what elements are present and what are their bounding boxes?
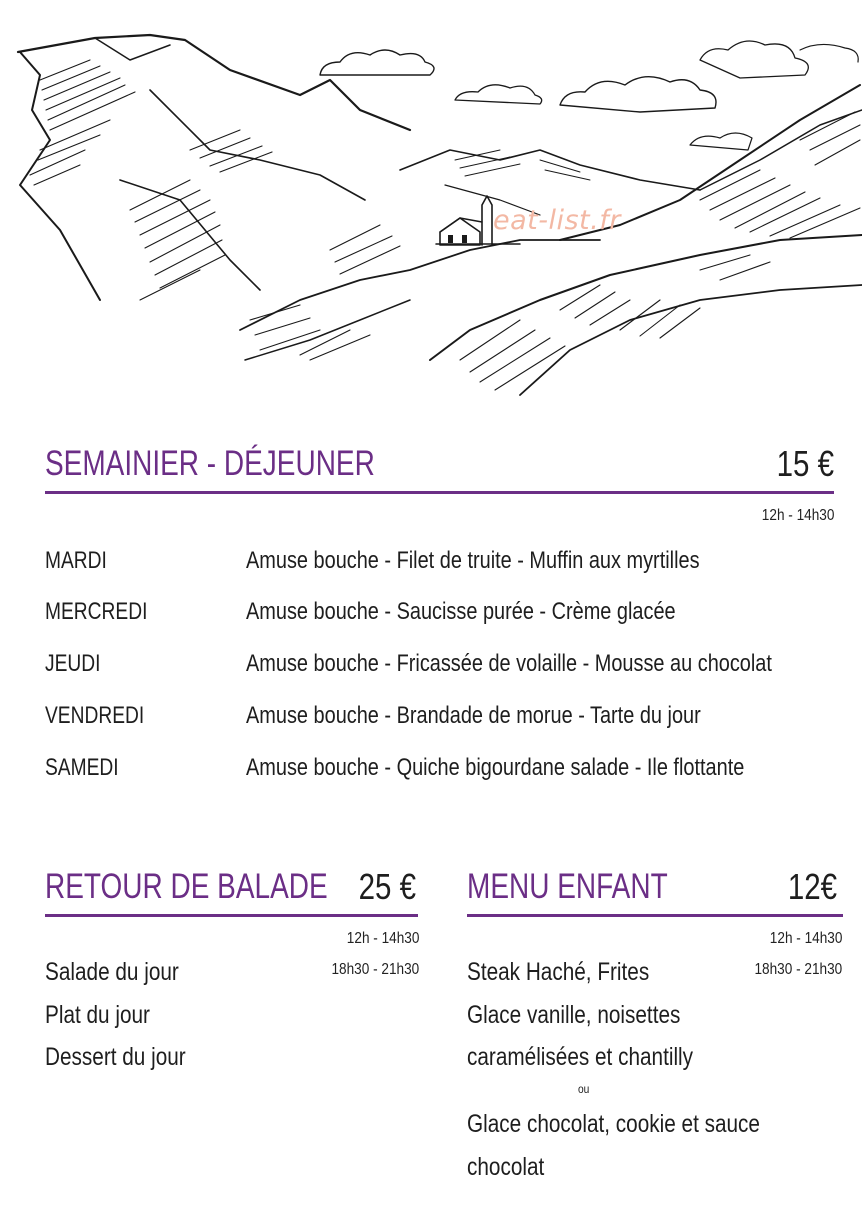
dish-jeudi: Amuse bouche - Fricassée de volaille - Mousse au chocolat bbox=[246, 650, 772, 677]
enfant-line-caramelisees: caramélisées et chantilly bbox=[467, 1043, 694, 1071]
watermark-text: eat-list.fr bbox=[493, 205, 621, 236]
retour-divider bbox=[45, 914, 418, 917]
dish-mercredi: Amuse bouche - Saucisse purée - Crème glacée bbox=[246, 598, 676, 625]
retour-hours-dinner: 18h30 - 21h30 bbox=[331, 961, 419, 978]
dish-mardi: Amuse bouche - Filet de truite - Muffin aux myrtilles bbox=[246, 547, 700, 574]
enfant-hours-dinner: 18h30 - 21h30 bbox=[754, 961, 842, 978]
retour-price: 25 € bbox=[358, 866, 416, 907]
day-mercredi: MERCREDI bbox=[45, 598, 148, 625]
retour-title: RETOUR DE BALADE bbox=[45, 867, 328, 906]
semainier-hours: 12h - 14h30 bbox=[761, 507, 834, 524]
enfant-divider bbox=[467, 914, 843, 917]
enfant-hours-lunch: 12h - 14h30 bbox=[769, 930, 842, 947]
enfant-title: MENU ENFANT bbox=[467, 867, 668, 906]
day-jeudi: JEUDI bbox=[45, 650, 101, 677]
day-samedi: SAMEDI bbox=[45, 754, 119, 781]
enfant-line-steak: Steak Haché, Frites bbox=[467, 958, 650, 986]
day-mardi: MARDI bbox=[45, 547, 107, 574]
enfant-line-chocolat: chocolat bbox=[467, 1153, 545, 1181]
mountain-sketch-illustration bbox=[0, 0, 862, 410]
retour-item-plat: Plat du jour bbox=[45, 1001, 150, 1029]
day-vendredi: VENDREDI bbox=[45, 702, 145, 729]
semainier-price: 15 € bbox=[776, 443, 834, 484]
retour-item-salade: Salade du jour bbox=[45, 958, 179, 986]
dish-vendredi: Amuse bouche - Brandade de morue - Tarte du jour bbox=[246, 702, 701, 729]
dish-samedi: Amuse bouche - Quiche bigourdane salade - Ile flottante bbox=[246, 754, 745, 781]
retour-item-dessert: Dessert du jour bbox=[45, 1043, 186, 1071]
semainier-divider bbox=[45, 491, 834, 494]
semainier-title: SEMAINIER - DÉJEUNER bbox=[45, 444, 375, 483]
enfant-separator: ou bbox=[578, 1082, 590, 1096]
enfant-line-glace-chocolat: Glace chocolat, cookie et sauce bbox=[467, 1110, 760, 1138]
retour-hours-lunch: 12h - 14h30 bbox=[346, 930, 419, 947]
enfant-price: 12€ bbox=[787, 866, 837, 907]
enfant-line-glace-vanille: Glace vanille, noisettes bbox=[467, 1001, 681, 1029]
